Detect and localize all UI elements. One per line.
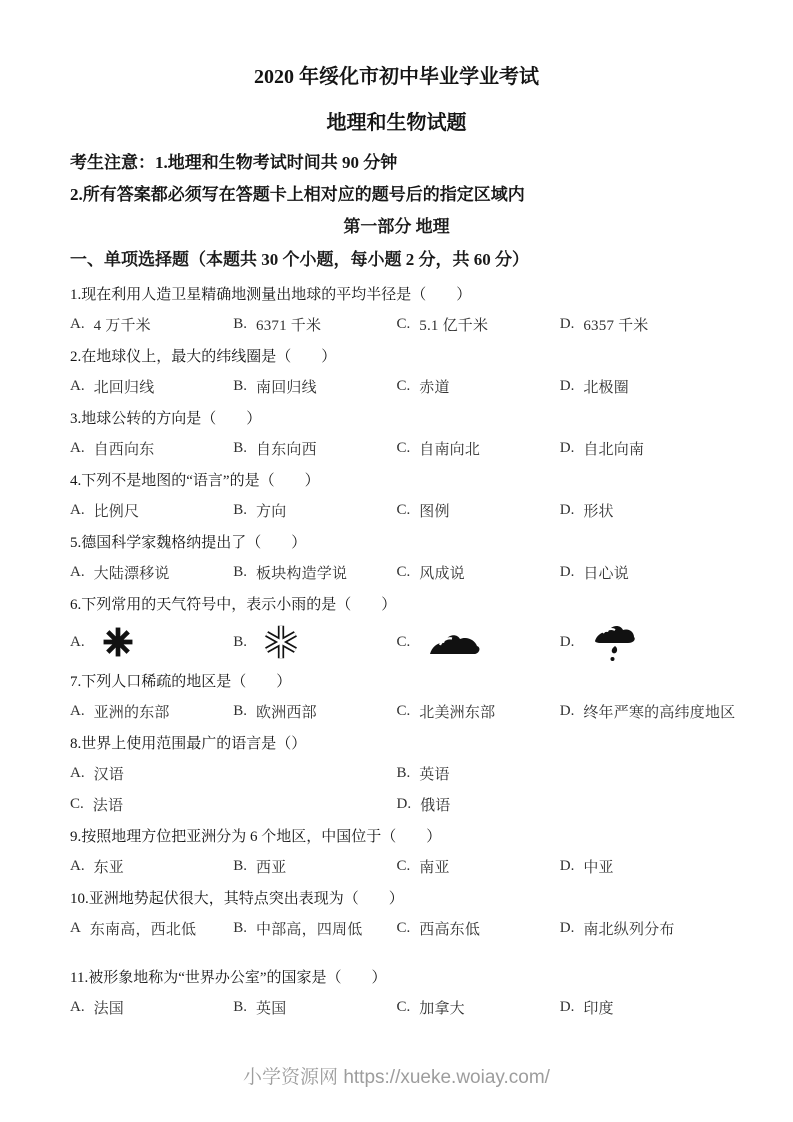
option-text: 终年严寒的高纬度地区 <box>583 705 736 721</box>
question-stem: 11.被形象地称为“世界办公室”的国家是（ ） <box>70 970 387 986</box>
option-label: A. <box>70 703 85 719</box>
question-stem: 10.亚洲地势起伏很大，其特点突出表现为（ ） <box>70 891 404 907</box>
question-stem: 2.在地球仪上，最大的纬线圈是（ ） <box>70 349 337 365</box>
option-label: B. <box>233 999 248 1015</box>
option-label: C. <box>70 796 84 812</box>
option-text: 形状 <box>583 504 614 520</box>
option-label: A. <box>70 765 85 781</box>
option-row <box>70 433 723 464</box>
question-stem: 8.世界上使用范围最广的语言是（） <box>70 736 307 752</box>
option-label: A. <box>70 378 85 394</box>
question-stem: 3.地球公转的方向是（ ） <box>70 411 262 427</box>
option-d <box>560 314 723 335</box>
option-c <box>70 789 397 820</box>
question-block <box>70 882 723 944</box>
option-label: D. <box>559 440 575 456</box>
option-row <box>70 758 723 820</box>
option-text: 5.1 亿千米 <box>419 318 489 334</box>
option-text: 比例尺 <box>93 504 140 520</box>
option-text: 俄语 <box>420 798 451 814</box>
notice-line-1: 考生注意：1.地理和生物考试时间共 90 分钟 <box>70 153 398 172</box>
option-d <box>560 701 736 722</box>
light-rain-cloud-icon <box>590 622 638 662</box>
option-c <box>397 701 560 722</box>
option-text: 北回归线 <box>93 380 155 396</box>
solid-snowflake-icon <box>101 625 135 659</box>
option-label: D. <box>559 920 575 936</box>
option-label: D. <box>396 796 412 812</box>
option-b <box>233 856 396 877</box>
option-label: B. <box>233 378 248 394</box>
option-b <box>233 997 396 1018</box>
option-label: B. <box>233 920 248 936</box>
option-row <box>70 913 723 944</box>
option-text: 东南高，西北低 <box>89 922 197 938</box>
option-b <box>233 376 396 397</box>
question-block <box>70 278 723 340</box>
option-label: A. <box>70 999 85 1015</box>
question-block <box>70 526 723 588</box>
option-text: 北极圈 <box>583 380 629 396</box>
option-label: C. <box>396 633 411 650</box>
option-label: B. <box>233 564 248 580</box>
option-b <box>397 758 724 789</box>
option-a <box>70 500 233 521</box>
option-text: 英语 <box>419 767 450 783</box>
option-text: 南回归线 <box>256 380 317 396</box>
option-row <box>70 495 723 526</box>
sandstorm-cloud-icon <box>426 627 484 657</box>
option-label: B. <box>233 703 248 719</box>
option-label: B. <box>396 765 411 781</box>
option-text: 自西向东 <box>93 442 155 458</box>
option-label: D. <box>559 564 575 580</box>
option-b <box>233 918 396 939</box>
question-stem: 9.按照地理方位把亚洲分为 6 个地区，中国位于（ ） <box>70 829 442 845</box>
option-label: D. <box>559 502 575 518</box>
option-label: B. <box>233 858 248 874</box>
option-text: 北美洲东部 <box>419 705 496 721</box>
option-d <box>560 562 723 583</box>
option-text: 英国 <box>256 1001 287 1017</box>
option-label: D. <box>559 633 575 650</box>
option-a <box>70 701 233 722</box>
option-text: 自南向北 <box>419 442 481 458</box>
part-heading: 一、单项选择题（本题共 30 个小题，每小题 2 分，共 60 分） <box>70 250 529 269</box>
question-list <box>70 278 736 1023</box>
option-row <box>70 309 723 340</box>
option-c <box>397 376 560 397</box>
option-label: A. <box>70 440 85 456</box>
question-stem: 5.德国科学家魏格纳提出了（ ） <box>70 535 307 551</box>
option-c <box>397 997 560 1018</box>
option-c <box>397 314 560 335</box>
option-text: 大陆漂移说 <box>93 566 170 582</box>
section-heading: 第一部分 地理 <box>343 217 450 236</box>
option-text: 南北纵列分布 <box>583 922 675 938</box>
option-label: A <box>70 920 81 936</box>
option-text: 西亚 <box>256 860 287 876</box>
option-label: A. <box>70 564 85 580</box>
option-d <box>560 500 723 521</box>
option-label: C. <box>396 999 411 1015</box>
question-stem: 6.下列常用的天气符号中，表示小雨的是（ ） <box>70 597 397 613</box>
option-a <box>70 376 233 397</box>
option-a <box>70 856 233 877</box>
option-text: 亚洲的东部 <box>93 705 170 721</box>
option-c <box>397 500 560 521</box>
option-a <box>70 562 233 583</box>
option-d <box>560 856 723 877</box>
option-d <box>397 789 724 820</box>
option-b <box>233 562 396 583</box>
option-label: C. <box>396 858 411 874</box>
option-text: 南亚 <box>419 860 450 876</box>
question-stem: 7.下列人口稀疏的地区是（ ） <box>70 674 292 690</box>
option-text: 6357 千米 <box>583 318 649 334</box>
footer-watermark: 小学资源网 https://xueke.woiay.com/ <box>243 1067 550 1088</box>
option-text: 6371 千米 <box>256 318 322 334</box>
option-label: D. <box>559 999 575 1015</box>
option-text: 印度 <box>583 1001 614 1017</box>
option-row <box>70 696 736 727</box>
option-text: 风成说 <box>419 566 465 582</box>
option-a <box>70 918 233 939</box>
option-a <box>70 314 233 335</box>
option-text: 4 万千米 <box>93 318 151 334</box>
option-b <box>233 438 396 459</box>
option-text: 赤道 <box>419 380 450 396</box>
option-a <box>70 997 233 1018</box>
option-text: 日心说 <box>583 566 629 582</box>
option-a <box>70 438 233 459</box>
option-label: C. <box>396 920 411 936</box>
option-text: 自北向南 <box>583 442 645 458</box>
question-stem: 4.下列不是地图的“语言”的是（ ） <box>70 473 320 489</box>
option-label: B. <box>233 502 248 518</box>
question-block <box>70 727 723 820</box>
exam-title: 2020 年绥化市初中毕业学业考试 <box>254 66 539 88</box>
option-label: B. <box>233 316 248 332</box>
option-d <box>560 438 723 459</box>
option-b <box>233 701 396 722</box>
option-label: D. <box>559 858 575 874</box>
option-label: B. <box>233 440 248 456</box>
option-label: D. <box>559 378 575 394</box>
option-row <box>70 851 723 882</box>
question-block <box>70 665 736 727</box>
option-b <box>233 624 396 660</box>
option-label: B. <box>233 633 248 650</box>
option-row <box>70 619 723 665</box>
option-c <box>397 856 560 877</box>
option-text: 法国 <box>93 1001 124 1017</box>
question-stem: 1.现在利用人造卫星精确地测量出地球的平均半径是（ ） <box>70 287 472 303</box>
option-text: 西高东低 <box>419 922 481 938</box>
question-block <box>70 820 723 882</box>
question-block <box>70 588 723 665</box>
option-label: C. <box>396 564 411 580</box>
option-text: 汉语 <box>93 767 124 783</box>
option-c <box>397 918 560 939</box>
option-c <box>397 562 560 583</box>
option-a <box>70 625 233 659</box>
exam-subtitle: 地理和生物试题 <box>326 112 467 134</box>
option-label: C. <box>396 502 411 518</box>
option-b <box>233 500 396 521</box>
question-block <box>70 402 723 464</box>
question-block <box>70 464 723 526</box>
option-label: A. <box>70 316 85 332</box>
option-a <box>70 758 397 789</box>
question-block <box>70 340 723 402</box>
option-d <box>560 376 723 397</box>
option-label: D. <box>559 316 575 332</box>
option-row <box>70 371 723 402</box>
option-c <box>397 438 560 459</box>
option-text: 板块构造学说 <box>256 566 348 582</box>
option-label: C. <box>396 316 411 332</box>
option-c <box>397 627 560 657</box>
option-text: 加拿大 <box>419 1001 465 1017</box>
option-text: 中部高，四周低 <box>256 922 363 938</box>
option-text: 法语 <box>92 798 124 814</box>
option-label: C. <box>396 440 411 456</box>
notice-line-2: 2.所有答案都必须写在答题卡上相对应的题号后的指定区域内 <box>70 185 525 204</box>
option-text: 中亚 <box>583 860 614 876</box>
option-text: 图例 <box>419 504 450 520</box>
option-row <box>70 992 723 1023</box>
option-label: A. <box>70 502 85 518</box>
option-d <box>560 997 723 1018</box>
option-text: 欧洲西部 <box>256 705 317 721</box>
option-label: D. <box>559 703 575 719</box>
option-text: 方向 <box>256 504 287 520</box>
question-block <box>70 961 723 1023</box>
option-d <box>560 622 723 662</box>
option-text: 自东向西 <box>256 442 317 458</box>
option-text: 东亚 <box>93 860 124 876</box>
option-row <box>70 557 723 588</box>
option-label: A. <box>70 633 85 650</box>
option-label: C. <box>396 703 411 719</box>
option-d <box>560 918 723 939</box>
option-label: A. <box>70 858 85 874</box>
outline-snowflake-icon <box>263 624 299 660</box>
option-label: C. <box>396 378 411 394</box>
option-b <box>233 314 396 335</box>
